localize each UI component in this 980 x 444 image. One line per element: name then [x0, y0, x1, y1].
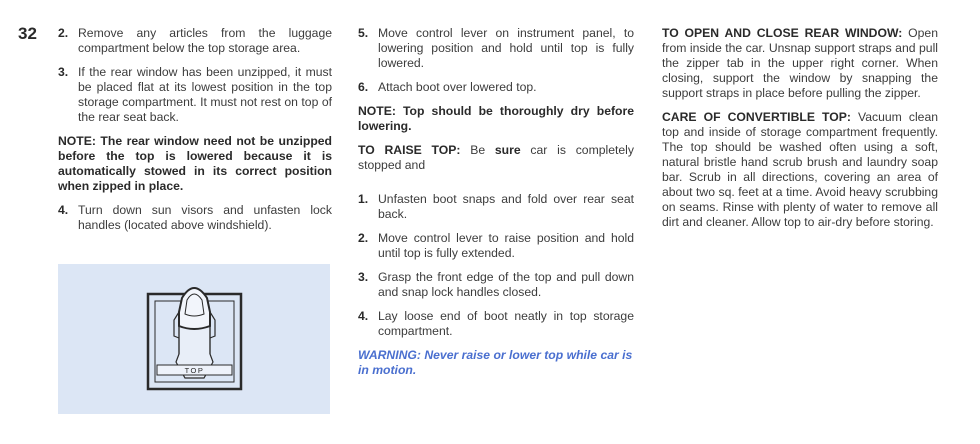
care-heading: CARE OF CONVERTIBLE TOP: — [662, 110, 851, 124]
list-item — [358, 270, 634, 300]
motion-warning: WARNING: Never raise or lower top while car is in motion. — [358, 348, 633, 377]
item-number: 3. — [358, 270, 369, 284]
item-number: 1. — [358, 192, 369, 206]
list-item — [58, 26, 332, 56]
raise-top-intro — [358, 143, 634, 173]
item-number: 5. — [358, 26, 369, 40]
item-number: 2. — [58, 26, 69, 40]
list-item — [358, 231, 634, 261]
item-number: 4. — [58, 203, 69, 217]
rear-window-text: Open from inside the car. Unsnap support straps and pull the zipper tab in the upper right corner. When closing, support the window by snapping the support straps in place before pulling the zipper. — [662, 26, 938, 100]
rear-window-heading: TO OPEN AND CLOSE REAR WINDOW: — [662, 26, 903, 40]
item-text: Lay loose end of boot neatly in top storage compartment. — [378, 309, 634, 338]
item-text: Attach boot over lowered top. — [378, 80, 537, 94]
item-text: Grasp the front edge of the top and pull down and snap lock handles closed. — [378, 270, 634, 299]
care-text: Vacuum clean top and inside of storage compartment frequently. The top should be washed often using a soft, natural bristle hand scrub brush and laundry soap bar. Scrub in all directions, covering an area of about two sq. feet at a time. Avoid heavy scrubbing on seams. Rinse with plenty of water to remove all dirt and cleaner. Allow top to air-dry before storing. — [662, 110, 939, 229]
item-text: Move control lever on instrument panel, to lowering position and hold until top is fully lowered. — [378, 26, 634, 70]
list-item — [358, 192, 634, 222]
list-item — [358, 309, 634, 339]
column-3 — [662, 26, 938, 239]
raise-top-post: car is completely stopped and — [358, 143, 634, 172]
item-number: 4. — [358, 309, 369, 323]
item-text: Turn down sun visors and unfasten lock handles (located above windshield). — [78, 203, 332, 232]
raise-top-emphasis: sure — [494, 143, 521, 157]
page-number: 32 — [18, 24, 37, 43]
item-number: 6. — [358, 80, 369, 94]
item-number: 2. — [358, 231, 369, 245]
care-section — [662, 110, 938, 230]
item-number: 3. — [58, 65, 69, 79]
rear-window-section — [662, 26, 938, 101]
item-text: Unfasten boot snaps and fold over rear seat back. — [378, 192, 634, 221]
list-item — [58, 65, 332, 125]
item-text: If the rear window has been unzipped, it must be placed flat at its lowest position in the top storage compartment. It must not rest on top of the rear seat back. — [78, 65, 332, 124]
list-item — [358, 80, 634, 95]
item-text: Remove any articles from the luggage compartment below the top storage area. — [78, 26, 332, 55]
raise-top-heading: TO RAISE TOP: — [358, 143, 461, 157]
dry-top-note: NOTE: Top should be thoroughly dry before lowering. — [358, 104, 634, 133]
illustration-label: TOP — [184, 366, 205, 375]
column-2 — [358, 26, 634, 378]
control-lever-illustration — [58, 264, 330, 414]
column-1 — [58, 26, 332, 242]
rear-window-note: NOTE: The rear window need not be unzipped before the top is lowered because it is automatically stowed in its correct position when zipped in place. — [58, 134, 332, 193]
raise-top-pre: Be — [470, 143, 486, 157]
control-lever-drawing — [58, 264, 330, 414]
list-item — [58, 203, 332, 233]
list-item — [358, 26, 634, 71]
item-text: Move control lever to raise position and hold until top is fully extended. — [378, 231, 634, 260]
